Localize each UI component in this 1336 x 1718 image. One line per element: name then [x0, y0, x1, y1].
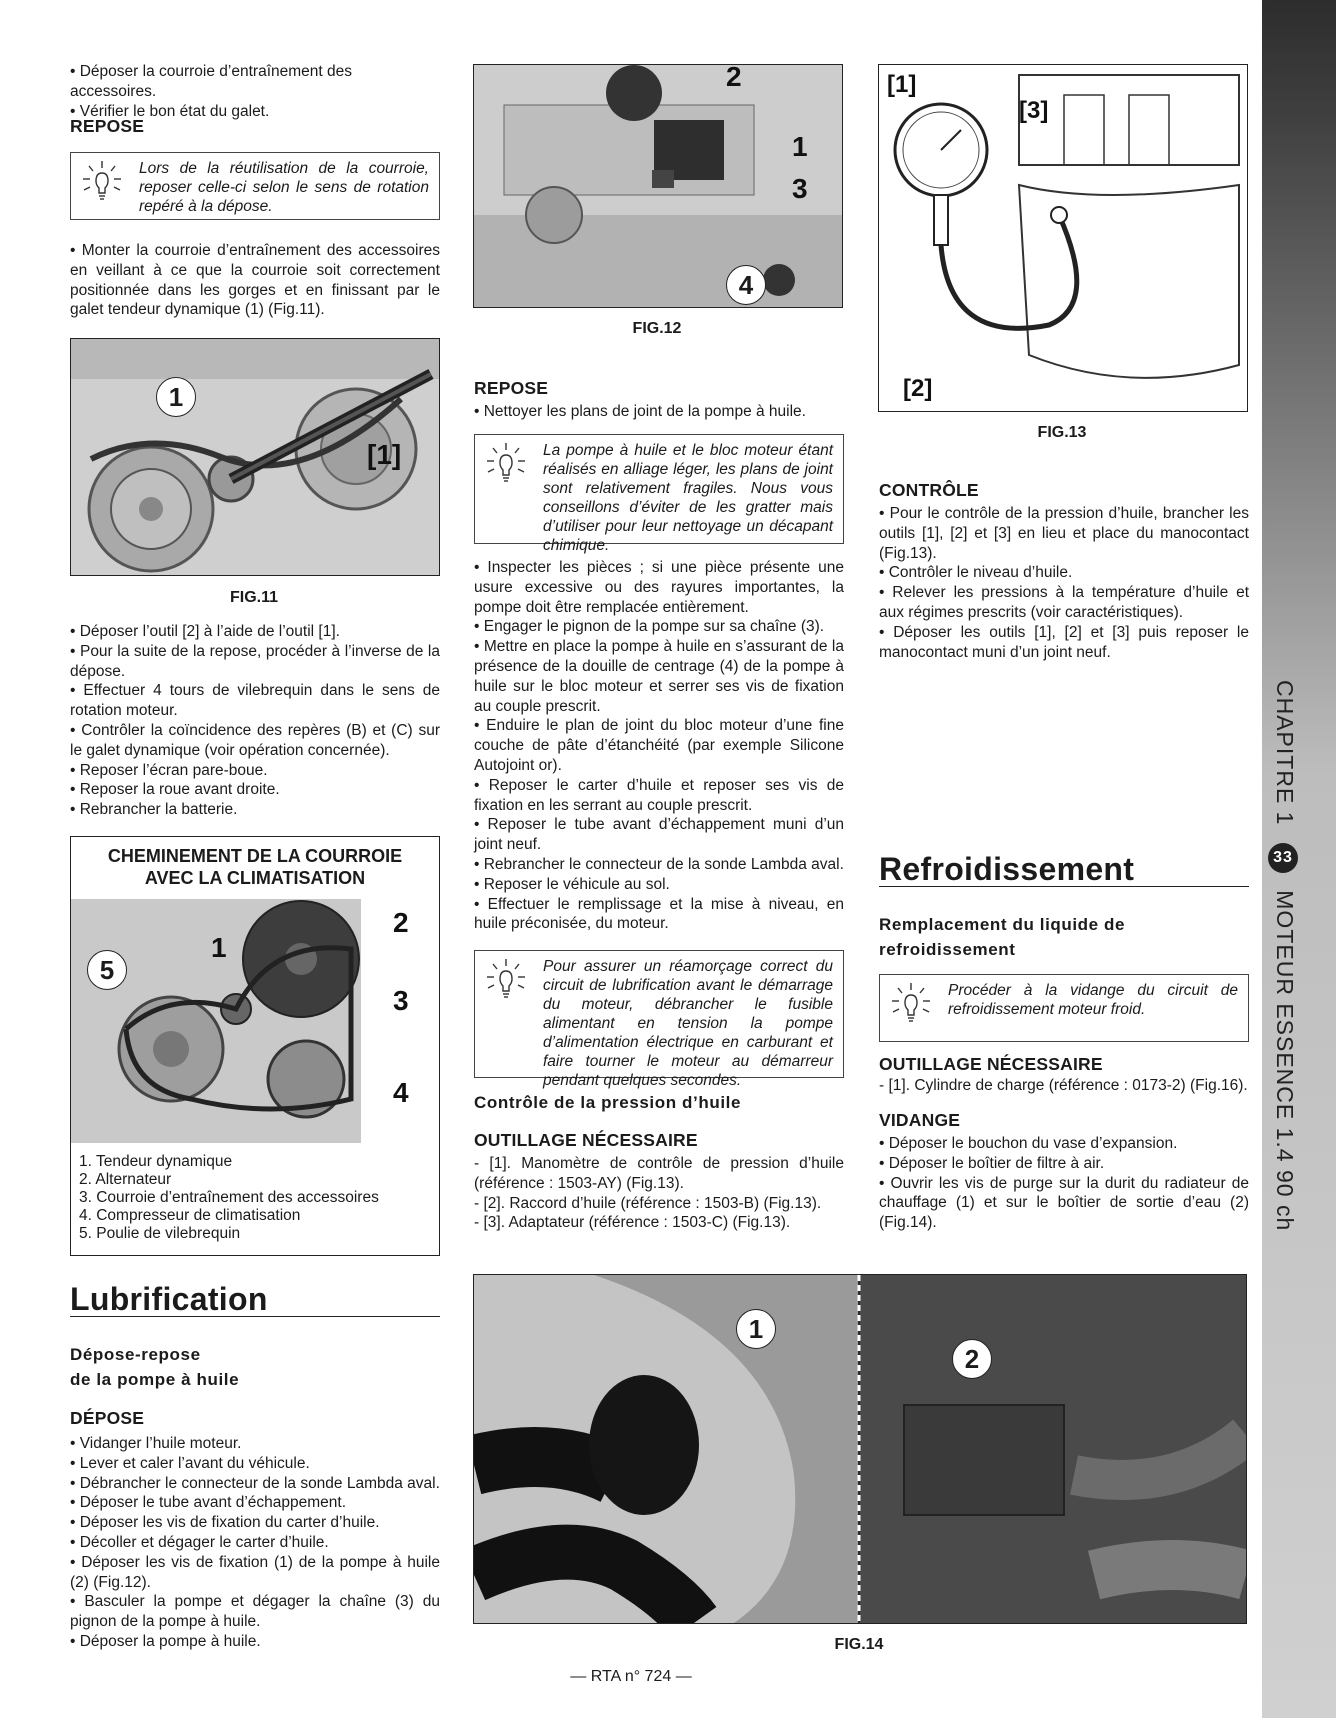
fig12-label-4: 4: [726, 265, 766, 305]
note-box: [474, 434, 844, 554]
list-item: • Pour la suite de la repose, procéder à l’inverse de la dépose.: [70, 642, 440, 680]
list-item: • Reposer le tube avant d’échappement muni d’un joint neuf.: [474, 816, 844, 854]
list-item: • Effectuer 4 tours de vilebrequin dans le sens de rotation moteur.: [70, 682, 440, 720]
list-item: • Contrôler la coïncidence des repères (B) et (C) sur le galet dynamique (voir opération concernée).: [70, 721, 440, 759]
list-item: • Décoller et dégager le carter d’huile.: [70, 1533, 329, 1551]
depose-list: [70, 1434, 440, 1652]
sidebar-label: [1268, 680, 1298, 1260]
note-text: La pompe à huile et le bloc moteur étant réalisés en alliage léger, les plans de joint sont relativement fragiles. Nous vous conseillons d’éviter de les gratter mais d’utiliser pour leur nettoyage un décapant chimique.: [543, 442, 833, 554]
title-line: refroidissement: [879, 940, 1016, 959]
routing-label-3: 3: [393, 985, 409, 1016]
list-item: • Rebrancher la batterie.: [70, 801, 238, 819]
refroidissement-title: Refroidissement: [879, 852, 1249, 887]
list-item: • Reposer le carter d’huile et reposer ses vis de fixation en les serrant au couple prescrit.: [474, 776, 844, 814]
legend-item: 4. Compresseur de climatisation: [79, 1207, 301, 1224]
routing-label-5: 5: [87, 950, 127, 990]
list-item: • Déposer le tube avant d’échappement.: [70, 1494, 346, 1512]
lightbulb-icon: [483, 441, 529, 485]
fig14-caption: FIG.14: [834, 1636, 884, 1653]
fig12-caption: FIG.12: [632, 320, 682, 337]
legend-item: 1. Tendeur dynamique: [79, 1153, 233, 1170]
col3-outillage-line: - [1]. Cylindre de charge (référence : 0173-2) (Fig.16).: [879, 1077, 1248, 1094]
fig13-caption: FIG.13: [1037, 424, 1087, 441]
col2-list: [474, 558, 844, 934]
legend-item: 2. Alternateur: [79, 1171, 172, 1188]
list-item: • Déposer l’outil [2] à l’aide de l’outil [1].: [70, 623, 340, 640]
list-item: • Débrancher le connecteur de la sonde Lambda aval.: [70, 1474, 440, 1492]
col2-repose-line: • Nettoyer les plans de joint de la pompe à huile.: [474, 403, 806, 420]
list-item: • Enduire le plan de joint du bloc moteur d’une fine couche de pâte d’étanchéité (par exemple Silicone Autojoint or).: [474, 717, 844, 774]
lubrification-title: Lubrification: [70, 1282, 440, 1317]
list-item: • Ouvrir les vis de purge sur la durit du radiateur de chauffage (1) et sur le boîtier de sortie d’eau (2) (Fig.14).: [879, 1174, 1249, 1232]
fig13-label-3: [3]: [1019, 97, 1049, 124]
text-line: • Vérifier le bon état du galet.: [70, 102, 270, 120]
col2-outillage-heading: OUTILLAGE NÉCESSAIRE: [474, 1130, 698, 1150]
routing-label-4: 4: [393, 1077, 409, 1108]
title-line: de la pompe à huile: [70, 1370, 240, 1389]
belt-routing-box: [70, 836, 440, 1256]
list-item: • Reposer la roue avant droite.: [70, 781, 280, 799]
fig14-label-1: 1: [736, 1309, 776, 1349]
routing-title-line2: AVEC LA CLIMATISATION: [144, 868, 366, 888]
page-number-badge: 33: [1268, 843, 1298, 873]
controle-pression-title: Contrôle de la pression d’huile: [474, 1093, 742, 1112]
chapter-label: CHAPITRE 1: [1271, 680, 1298, 826]
list-item: • Déposer les vis de fixation (1) de la pompe à huile (2) (Fig.12).: [70, 1553, 440, 1591]
text-line: • Déposer la courroie d’entraînement des accessoires.: [70, 63, 352, 100]
lightbulb-icon: [79, 159, 125, 203]
fig13-image: [878, 64, 1248, 412]
col1-top-lines: [70, 62, 440, 121]
note-text: Lors de la réutilisation de la courroie, reposer celle-ci selon le sens de rotation repéré à la dépose.: [139, 160, 429, 215]
list-item: • Vidanger l’huile moteur.: [70, 1435, 242, 1452]
routing-label-1: 1: [211, 932, 227, 963]
col1-list2: [70, 622, 440, 820]
vidange-list: [879, 1134, 1249, 1233]
list-item: - [2]. Raccord d’huile (référence : 1503-B) (Fig.13).: [474, 1194, 822, 1212]
list-item: - [1]. Manomètre de contrôle de pression d’huile (référence : 1503-AY) (Fig.13).: [474, 1155, 844, 1192]
depose-heading: DÉPOSE: [70, 1408, 145, 1428]
col2-outillage-list: [474, 1154, 844, 1233]
routing-legend: [79, 1153, 379, 1243]
lightbulb-icon: [888, 981, 934, 1025]
fig14-label-2: 2: [952, 1339, 992, 1379]
fig12-label-3: 3: [792, 173, 808, 204]
list-item: • Inspecter les pièces ; si une pièce présente une usure excessive ou des rayures importantes, la pompe doit être remplacée entièrement.: [474, 559, 844, 616]
note-text: Pour assurer un réamorçage correct du circuit de lubrification avant le démarrage du moteur, débrancher le fusible alimentant en tension la pompe d’alimentation électrique en carburant et faire tourner le moteur au démarreur pendant quelques secondes.: [543, 958, 833, 1089]
note-text: Procéder à la vidange du circuit de refroidissement moteur froid.: [948, 982, 1238, 1018]
list-item: • Mettre en place la pompe à huile en s’assurant de la présence de la douille de centrage (4) de la pompe à huile sur le bloc moteur et serrer ses vis de fixation au couple prescrit.: [474, 638, 844, 715]
col1-para1: • Monter la courroie d’entraînement des accessoires en veillant à ce que la courroie soit correctement positionnée dans les gorges et en finissant par le galet tendeur dynamique (1) (Fig.11).: [70, 242, 440, 319]
list-item: • Rebrancher le connecteur de la sonde Lambda aval.: [474, 855, 844, 873]
list-item: • Relever les pressions à la température d’huile et aux régimes prescrits (voir caractéristiques).: [879, 584, 1249, 621]
list-item: • Déposer le bouchon du vase d’expansion.: [879, 1135, 1178, 1152]
note-box: [474, 950, 844, 1089]
fig11-label-1: 1: [156, 377, 196, 417]
list-item: • Basculer la pompe et dégager la chaîne (3) du pignon de la pompe à huile.: [70, 1593, 440, 1631]
fig14-image: [473, 1274, 1247, 1624]
note-box: [70, 152, 440, 220]
fig11-image: [70, 338, 440, 576]
fig13-label-1: [1]: [887, 71, 917, 98]
list-item: • Engager le pignon de la pompe sur sa chaîne (3).: [474, 618, 825, 636]
list-item: • Reposer le véhicule au sol.: [474, 875, 670, 893]
vidange-heading: VIDANGE: [879, 1110, 961, 1130]
section-label: MOTEUR ESSENCE 1.4 90 ch: [1271, 890, 1298, 1232]
legend-item: 3. Courroie d’entraînement des accessoires: [79, 1189, 379, 1206]
title-line: Dépose-repose: [70, 1345, 201, 1364]
list-item: • Pour le contrôle de la pression d’huile, brancher les outils [1], [2] et [3] en lieu et place du manocontact (Fig.13).: [879, 505, 1249, 562]
list-item: • Reposer l’écran pare-boue.: [70, 761, 268, 779]
legend-item: 5. Poulie de vilebrequin: [79, 1225, 241, 1242]
routing-title-line1: CHEMINEMENT DE LA COURROIE: [107, 846, 403, 866]
list-item: • Déposer les outils [1], [2] et [3] puis reposer le manocontact muni d’un joint neuf.: [879, 623, 1249, 661]
list-item: • Déposer la pompe à huile.: [70, 1632, 261, 1650]
fig11-label-tool: [1]: [367, 439, 402, 470]
fig12-label-1: 1: [792, 131, 808, 162]
list-item: - [3]. Adaptateur (référence : 1503-C) (Fig.13).: [474, 1214, 791, 1232]
controle-list: [879, 504, 1249, 662]
depose-repose-title: [70, 1342, 239, 1392]
routing-label-2: 2: [393, 907, 409, 938]
fig13-label-2: [2]: [903, 375, 933, 402]
page-footer: — RTA n° 724 —: [570, 1668, 692, 1685]
repose-heading: REPOSE: [70, 116, 145, 136]
title-line: Remplacement du liquide de: [879, 915, 1126, 934]
fig12-label-2: 2: [726, 64, 742, 92]
list-item: • Lever et caler l’avant du véhicule.: [70, 1454, 310, 1472]
remplacement-title: [879, 912, 1125, 962]
list-item: • Déposer le boîtier de filtre à air.: [879, 1154, 1105, 1172]
list-item: • Effectuer le remplissage et la mise à niveau, en huile préconisée, du moteur.: [474, 895, 844, 933]
controle-heading: CONTRÔLE: [879, 480, 979, 500]
col3-outillage-heading: OUTILLAGE NÉCESSAIRE: [879, 1054, 1103, 1074]
lightbulb-icon: [483, 957, 529, 1001]
fig11-caption: FIG.11: [229, 589, 279, 606]
col2-repose-heading: REPOSE: [474, 378, 549, 398]
list-item: • Contrôler le niveau d’huile.: [879, 564, 1073, 582]
note-box: [879, 974, 1249, 1042]
fig12-image: [473, 64, 843, 308]
list-item: • Déposer les vis de fixation du carter d’huile.: [70, 1514, 380, 1532]
